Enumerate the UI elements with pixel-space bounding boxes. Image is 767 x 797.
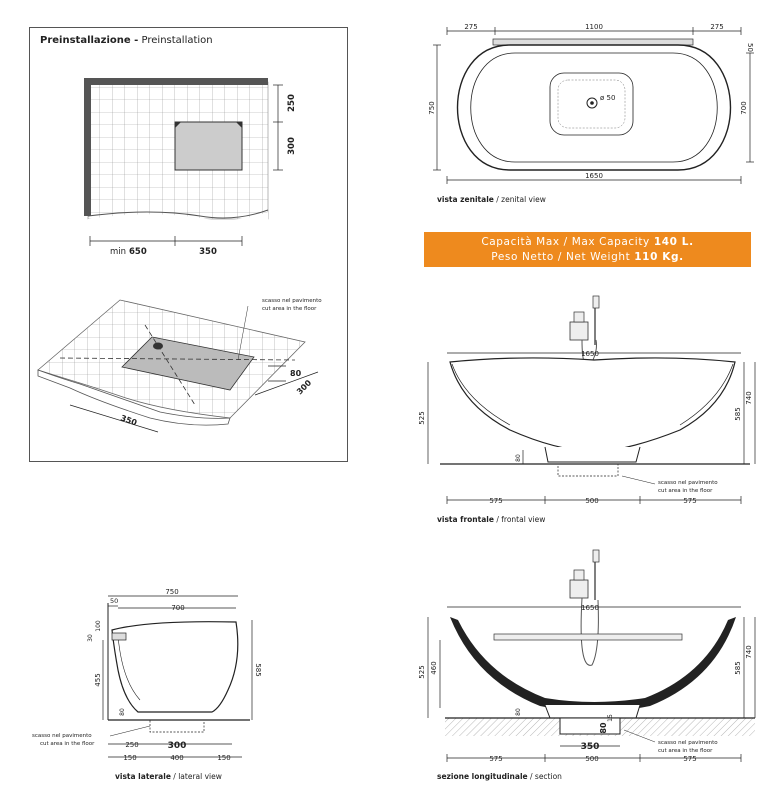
dim-250: 250 xyxy=(287,94,297,112)
svg-text:80: 80 xyxy=(599,722,608,734)
svg-text:150: 150 xyxy=(217,754,231,762)
svg-text:460: 460 xyxy=(430,661,438,675)
svg-text:15: 15 xyxy=(607,714,614,722)
svg-text:scasso nel pavimento: scasso nel pavimento xyxy=(32,733,92,739)
svg-text:300: 300 xyxy=(167,741,187,751)
svg-text:575: 575 xyxy=(489,755,503,763)
svg-text:1650: 1650 xyxy=(585,172,603,180)
capacity-weight-banner xyxy=(424,232,751,267)
svg-text:cut area in the floor: cut area in the floor xyxy=(40,741,95,747)
svg-text:1650: 1650 xyxy=(581,350,599,358)
svg-text:80: 80 xyxy=(515,454,522,462)
svg-text:575: 575 xyxy=(683,497,697,505)
svg-text:cut area in the floor: cut area in the floor xyxy=(262,306,317,312)
capacity-line: Capacità Max / Max Capacity 140 L. xyxy=(481,236,694,248)
svg-text:min: min xyxy=(109,247,126,257)
dim-300: 300 xyxy=(287,137,297,155)
svg-text:575: 575 xyxy=(683,755,697,763)
svg-text:scasso nel pavimento: scasso nel pavimento xyxy=(658,740,718,746)
svg-text:500: 500 xyxy=(585,755,599,763)
svg-text:30: 30 xyxy=(87,634,94,642)
section-caption: sezione longitudinale / section xyxy=(437,772,562,781)
svg-text:585: 585 xyxy=(734,661,742,675)
dim-350: 350 xyxy=(199,247,217,257)
svg-text:275: 275 xyxy=(464,23,478,31)
svg-text:575: 575 xyxy=(489,497,503,505)
svg-text:350: 350 xyxy=(119,413,139,428)
lateral-view xyxy=(32,588,262,762)
mixer-box-recess xyxy=(175,122,242,170)
zenital-view xyxy=(428,23,754,184)
weight-line: Peso Netto / Net Weight 110 Kg. xyxy=(491,251,684,263)
svg-text:525: 525 xyxy=(418,665,426,679)
svg-text:740: 740 xyxy=(745,391,753,405)
svg-text:500: 500 xyxy=(585,497,599,505)
svg-text:300: 300 xyxy=(295,378,314,397)
svg-text:50: 50 xyxy=(746,43,754,52)
svg-text:525: 525 xyxy=(418,411,426,425)
svg-text:585: 585 xyxy=(734,407,742,421)
drain-diameter: ø 50 xyxy=(600,94,616,102)
panel-title: Preinstallazione - Preinstallation xyxy=(40,35,213,46)
svg-text:80: 80 xyxy=(515,708,522,716)
svg-text:scasso nel pavimento: scasso nel pavimento xyxy=(658,480,718,486)
svg-text:400: 400 xyxy=(170,754,184,762)
svg-text:1100: 1100 xyxy=(585,23,603,31)
svg-text:740: 740 xyxy=(745,645,753,659)
floor-iso-drawing xyxy=(38,298,322,432)
svg-text:50: 50 xyxy=(110,597,119,605)
section-view xyxy=(418,550,755,763)
svg-text:750: 750 xyxy=(165,588,179,596)
frontal-caption: vista frontale / frontal view xyxy=(437,515,546,524)
svg-text:455: 455 xyxy=(94,673,102,687)
svg-text:150: 150 xyxy=(123,754,137,762)
svg-text:700: 700 xyxy=(171,604,185,612)
svg-text:cut area in the floor: cut area in the floor xyxy=(658,488,713,494)
svg-text:585: 585 xyxy=(254,663,262,677)
wall-tile-drawing xyxy=(84,78,297,257)
frontal-view xyxy=(418,296,755,505)
svg-text:250: 250 xyxy=(125,741,139,749)
zenital-caption: vista zenitale / zenital view xyxy=(437,195,546,204)
svg-text:275: 275 xyxy=(710,23,724,31)
svg-text:scasso nel pavimento: scasso nel pavimento xyxy=(262,298,322,304)
svg-text:1650: 1650 xyxy=(581,604,599,612)
dim-min-650: 650 xyxy=(129,247,147,257)
svg-text:700: 700 xyxy=(740,101,748,115)
lateral-caption: vista laterale / lateral view xyxy=(115,772,222,781)
svg-text:100: 100 xyxy=(95,620,102,632)
svg-text:80: 80 xyxy=(119,708,126,716)
svg-text:350: 350 xyxy=(580,742,600,752)
svg-text:80: 80 xyxy=(290,369,302,378)
svg-text:cut area in the floor: cut area in the floor xyxy=(658,748,713,754)
svg-text:750: 750 xyxy=(428,101,436,115)
